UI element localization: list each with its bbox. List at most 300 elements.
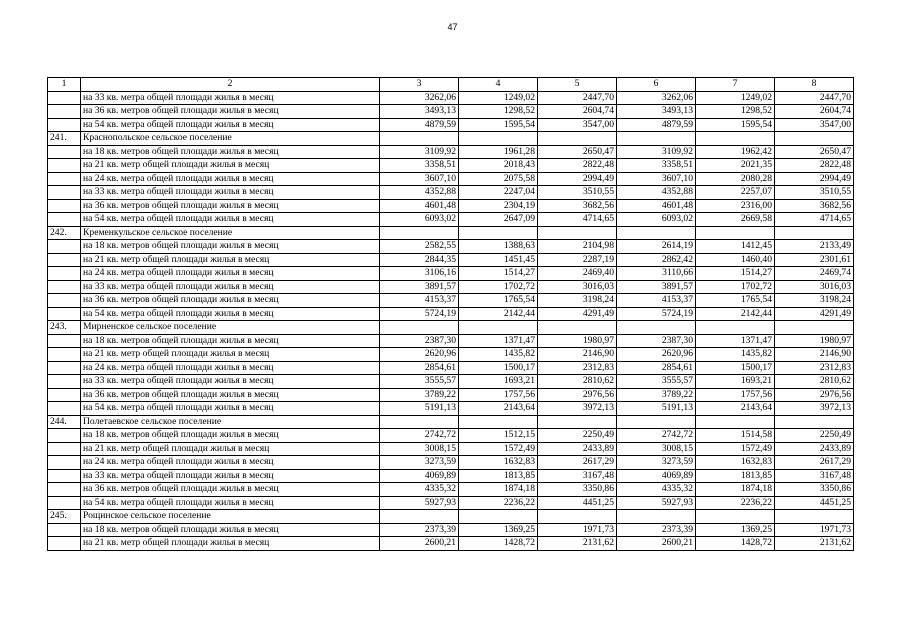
value-cell: 4153,37 — [380, 294, 459, 308]
value-cell: 3350,86 — [538, 483, 617, 497]
value-cell: 2287,19 — [538, 253, 617, 267]
value-cell: 3607,10 — [380, 172, 459, 186]
value-cell: 4153,37 — [617, 294, 696, 308]
row-label: на 36 кв. метров общей площади жилья в месяц — [81, 294, 380, 308]
value-cell: 2131,62 — [775, 537, 854, 551]
value-cell: 2469,74 — [775, 267, 854, 281]
value-cell: 1572,49 — [696, 442, 775, 456]
value-cell: 3682,56 — [775, 199, 854, 213]
value-cell: 1435,82 — [696, 348, 775, 362]
table-row — [48, 375, 854, 389]
value-cell: 2080,28 — [696, 172, 775, 186]
settlement-name: Кременкульское сельское поселение — [81, 226, 380, 240]
value-cell: 2247,04 — [459, 186, 538, 200]
value-cell — [459, 226, 538, 240]
value-cell — [459, 510, 538, 524]
value-cell: 1298,52 — [696, 105, 775, 119]
value-cell — [617, 415, 696, 429]
page-number: 47 — [447, 22, 458, 32]
value-cell: 4069,89 — [617, 469, 696, 483]
value-cell: 3891,57 — [380, 280, 459, 294]
value-cell: 3789,22 — [380, 388, 459, 402]
value-cell: 1757,56 — [696, 388, 775, 402]
value-cell: 1428,72 — [459, 537, 538, 551]
section-row — [48, 226, 854, 240]
value-cell: 3008,15 — [380, 442, 459, 456]
value-cell: 2257,07 — [696, 186, 775, 200]
row-index — [48, 334, 81, 348]
value-cell: 5724,19 — [617, 307, 696, 321]
value-cell: 2469,40 — [538, 267, 617, 281]
value-cell: 2810,62 — [775, 375, 854, 389]
header-cell: 5 — [538, 78, 617, 92]
row-label: на 36 кв. метров общей площади жилья в месяц — [81, 483, 380, 497]
value-cell: 2301,61 — [775, 253, 854, 267]
row-index — [48, 213, 81, 227]
settlement-name: Мирненское сельское поселение — [81, 321, 380, 335]
value-cell: 3555,57 — [380, 375, 459, 389]
value-cell: 1765,54 — [696, 294, 775, 308]
value-cell: 5191,13 — [380, 402, 459, 416]
value-cell: 3110,66 — [617, 267, 696, 281]
section-row — [48, 415, 854, 429]
section-row — [48, 321, 854, 335]
row-index — [48, 307, 81, 321]
row-label: на 18 кв. метров общей площади жилья в месяц — [81, 145, 380, 159]
value-cell: 3262,06 — [380, 91, 459, 105]
value-cell: 3358,51 — [380, 159, 459, 173]
value-cell: 3510,55 — [538, 186, 617, 200]
value-cell — [380, 132, 459, 146]
table-row — [48, 483, 854, 497]
value-cell: 2604,74 — [775, 105, 854, 119]
value-cell: 4335,32 — [617, 483, 696, 497]
value-cell — [617, 226, 696, 240]
row-label: на 18 кв. метров общей площади жилья в месяц — [81, 334, 380, 348]
row-index: 243. — [48, 321, 81, 335]
header-cell: 7 — [696, 78, 775, 92]
header-cell: 4 — [459, 78, 538, 92]
value-cell: 3262,06 — [617, 91, 696, 105]
value-cell: 2617,29 — [538, 456, 617, 470]
row-index: 242. — [48, 226, 81, 240]
value-cell — [459, 132, 538, 146]
value-cell: 2133,49 — [775, 240, 854, 254]
value-cell — [380, 321, 459, 335]
value-cell: 3789,22 — [617, 388, 696, 402]
row-label: на 21 кв. метр общей площади жилья в месяц — [81, 537, 380, 551]
row-index — [48, 280, 81, 294]
row-index — [48, 118, 81, 132]
value-cell: 2854,61 — [617, 361, 696, 375]
value-cell: 3510,55 — [775, 186, 854, 200]
table-row — [48, 91, 854, 105]
value-cell — [459, 321, 538, 335]
value-cell: 2433,89 — [775, 442, 854, 456]
value-cell: 1249,02 — [696, 91, 775, 105]
table-row — [48, 334, 854, 348]
value-cell: 2131,62 — [538, 537, 617, 551]
value-cell: 3547,00 — [775, 118, 854, 132]
value-cell: 3198,24 — [538, 294, 617, 308]
value-cell: 2994,49 — [538, 172, 617, 186]
value-cell: 5927,93 — [380, 496, 459, 510]
row-index — [48, 496, 81, 510]
row-index — [48, 294, 81, 308]
row-label: на 54 кв. метра общей площади жилья в месяц — [81, 213, 380, 227]
value-cell — [617, 510, 696, 524]
value-cell: 5927,93 — [617, 496, 696, 510]
value-cell: 1500,17 — [459, 361, 538, 375]
settlement-name: Полетаевское сельское поселение — [81, 415, 380, 429]
table-row — [48, 388, 854, 402]
value-cell: 3273,59 — [380, 456, 459, 470]
value-cell — [775, 510, 854, 524]
header-cell: 6 — [617, 78, 696, 92]
row-label: на 24 кв. метра общей площади жилья в месяц — [81, 361, 380, 375]
value-cell: 2617,29 — [775, 456, 854, 470]
row-label: на 18 кв. метров общей площади жилья в месяц — [81, 240, 380, 254]
value-cell — [459, 415, 538, 429]
row-index — [48, 469, 81, 483]
settlement-name: Краснопольское сельское поселение — [81, 132, 380, 146]
value-cell: 3273,59 — [617, 456, 696, 470]
header-cell: 2 — [81, 78, 380, 92]
value-cell — [538, 321, 617, 335]
value-cell: 1595,54 — [696, 118, 775, 132]
row-index — [48, 375, 81, 389]
value-cell: 3167,48 — [775, 469, 854, 483]
table-row — [48, 361, 854, 375]
value-cell: 4451,25 — [538, 496, 617, 510]
row-label: на 54 кв. метра общей площади жилья в месяц — [81, 402, 380, 416]
row-label: на 54 кв. метра общей площади жилья в месяц — [81, 118, 380, 132]
table-row — [48, 172, 854, 186]
row-label: на 21 кв. метр общей площади жилья в месяц — [81, 159, 380, 173]
value-cell: 3547,00 — [538, 118, 617, 132]
value-cell: 1412,45 — [696, 240, 775, 254]
value-cell: 2614,19 — [617, 240, 696, 254]
value-cell: 2810,62 — [538, 375, 617, 389]
table-row — [48, 267, 854, 281]
value-cell: 2447,70 — [538, 91, 617, 105]
value-cell: 1369,25 — [696, 523, 775, 537]
value-cell: 1971,73 — [538, 523, 617, 537]
table-row — [48, 469, 854, 483]
tariff-table — [47, 77, 854, 551]
value-cell: 2236,22 — [696, 496, 775, 510]
value-cell: 1514,27 — [696, 267, 775, 281]
row-label: на 33 кв. метра общей площади жилья в месяц — [81, 186, 380, 200]
value-cell — [696, 510, 775, 524]
value-cell — [775, 132, 854, 146]
value-cell: 2650,47 — [775, 145, 854, 159]
value-cell: 2447,70 — [775, 91, 854, 105]
row-label: на 21 кв. метр общей площади жилья в месяц — [81, 442, 380, 456]
value-cell: 2600,21 — [617, 537, 696, 551]
value-cell: 3016,03 — [775, 280, 854, 294]
value-cell: 5724,19 — [380, 307, 459, 321]
value-cell: 4291,49 — [538, 307, 617, 321]
value-cell: 1632,83 — [696, 456, 775, 470]
row-label: на 36 кв. метров общей площади жилья в месяц — [81, 105, 380, 119]
value-cell: 3972,13 — [775, 402, 854, 416]
value-cell: 1693,21 — [459, 375, 538, 389]
section-row — [48, 510, 854, 524]
table-row — [48, 348, 854, 362]
value-cell: 2822,48 — [538, 159, 617, 173]
value-cell: 4601,48 — [617, 199, 696, 213]
value-cell: 3972,13 — [538, 402, 617, 416]
value-cell: 1702,72 — [696, 280, 775, 294]
value-cell: 2142,44 — [696, 307, 775, 321]
value-cell: 1371,47 — [459, 334, 538, 348]
value-cell: 2373,39 — [380, 523, 459, 537]
value-cell: 2976,56 — [775, 388, 854, 402]
value-cell: 2862,42 — [617, 253, 696, 267]
value-cell: 2433,89 — [538, 442, 617, 456]
row-label: на 54 кв. метра общей площади жилья в месяц — [81, 496, 380, 510]
value-cell: 1460,40 — [696, 253, 775, 267]
value-cell: 1813,85 — [459, 469, 538, 483]
row-index — [48, 145, 81, 159]
row-index: 244. — [48, 415, 81, 429]
value-cell: 4714,65 — [775, 213, 854, 227]
row-label: на 18 кв. метров общей площади жилья в месяц — [81, 429, 380, 443]
table-row — [48, 442, 854, 456]
value-cell: 1874,18 — [459, 483, 538, 497]
value-cell: 2316,00 — [696, 199, 775, 213]
table-row — [48, 537, 854, 551]
value-cell: 1971,73 — [775, 523, 854, 537]
value-cell: 2142,44 — [459, 307, 538, 321]
value-cell: 1572,49 — [459, 442, 538, 456]
value-cell: 2582,55 — [380, 240, 459, 254]
value-cell: 3016,03 — [538, 280, 617, 294]
table-row — [48, 307, 854, 321]
table-row — [48, 159, 854, 173]
value-cell — [696, 226, 775, 240]
row-index: 245. — [48, 510, 81, 524]
value-cell: 2387,30 — [617, 334, 696, 348]
value-cell: 2312,83 — [538, 361, 617, 375]
value-cell: 2143,64 — [459, 402, 538, 416]
value-cell: 4601,48 — [380, 199, 459, 213]
row-index — [48, 483, 81, 497]
value-cell: 2669,58 — [696, 213, 775, 227]
row-index — [48, 186, 81, 200]
value-cell: 6093,02 — [380, 213, 459, 227]
value-cell — [538, 226, 617, 240]
value-cell — [538, 415, 617, 429]
value-cell: 1595,54 — [459, 118, 538, 132]
value-cell: 6093,02 — [617, 213, 696, 227]
value-cell: 5191,13 — [617, 402, 696, 416]
value-cell: 1765,54 — [459, 294, 538, 308]
value-cell: 3198,24 — [775, 294, 854, 308]
value-cell: 2620,96 — [380, 348, 459, 362]
value-cell: 2650,47 — [538, 145, 617, 159]
value-cell — [775, 321, 854, 335]
value-cell: 1512,15 — [459, 429, 538, 443]
value-cell: 2822,48 — [775, 159, 854, 173]
row-index — [48, 159, 81, 173]
value-cell: 1388,63 — [459, 240, 538, 254]
value-cell: 2236,22 — [459, 496, 538, 510]
row-index — [48, 240, 81, 254]
value-cell: 1451,45 — [459, 253, 538, 267]
value-cell: 2742,72 — [380, 429, 459, 443]
value-cell: 2854,61 — [380, 361, 459, 375]
table-row — [48, 145, 854, 159]
row-index — [48, 402, 81, 416]
value-cell: 3358,51 — [617, 159, 696, 173]
row-label: на 33 кв. метра общей площади жилья в месяц — [81, 469, 380, 483]
value-cell — [617, 321, 696, 335]
table-body — [48, 78, 854, 551]
row-label: на 24 кв. метра общей площади жилья в месяц — [81, 267, 380, 281]
value-cell — [380, 510, 459, 524]
settlement-name: Рощинское сельское поселение — [81, 510, 380, 524]
value-cell: 4335,32 — [380, 483, 459, 497]
value-cell: 2620,96 — [617, 348, 696, 362]
value-cell — [617, 132, 696, 146]
value-cell: 2018,43 — [459, 159, 538, 173]
row-index — [48, 172, 81, 186]
row-label: на 21 кв. метр общей площади жилья в месяц — [81, 348, 380, 362]
value-cell: 1702,72 — [459, 280, 538, 294]
row-index — [48, 105, 81, 119]
value-cell: 1369,25 — [459, 523, 538, 537]
row-label: на 21 кв. метр общей площади жилья в месяц — [81, 253, 380, 267]
table-row — [48, 240, 854, 254]
row-index — [48, 361, 81, 375]
value-cell: 2146,90 — [775, 348, 854, 362]
value-cell: 1514,27 — [459, 267, 538, 281]
row-index — [48, 267, 81, 281]
value-cell — [538, 132, 617, 146]
value-cell: 1961,28 — [459, 145, 538, 159]
value-cell: 2604,74 — [538, 105, 617, 119]
table-row — [48, 199, 854, 213]
header-cell: 8 — [775, 78, 854, 92]
value-cell: 1980,97 — [538, 334, 617, 348]
header-cell: 3 — [380, 78, 459, 92]
table-row — [48, 253, 854, 267]
table-row — [48, 402, 854, 416]
value-cell: 4291,49 — [775, 307, 854, 321]
value-cell: 3109,92 — [380, 145, 459, 159]
table-row — [48, 294, 854, 308]
table-row — [48, 280, 854, 294]
value-cell: 1980,97 — [775, 334, 854, 348]
value-cell: 2373,39 — [617, 523, 696, 537]
value-cell: 1428,72 — [696, 537, 775, 551]
value-cell: 4451,25 — [775, 496, 854, 510]
table-row — [48, 118, 854, 132]
value-cell — [775, 415, 854, 429]
value-cell: 2600,21 — [380, 537, 459, 551]
value-cell: 2304,19 — [459, 199, 538, 213]
row-index — [48, 348, 81, 362]
table-row — [48, 496, 854, 510]
value-cell: 2994,49 — [775, 172, 854, 186]
value-cell: 2976,56 — [538, 388, 617, 402]
value-cell — [696, 132, 775, 146]
value-cell — [538, 510, 617, 524]
value-cell: 4879,59 — [380, 118, 459, 132]
value-cell: 2742,72 — [617, 429, 696, 443]
value-cell: 2146,90 — [538, 348, 617, 362]
table-row — [48, 429, 854, 443]
row-label: на 36 кв. метров общей площади жилья в месяц — [81, 388, 380, 402]
value-cell: 3350,86 — [775, 483, 854, 497]
value-cell: 1632,83 — [459, 456, 538, 470]
value-cell — [775, 226, 854, 240]
value-cell: 2075,58 — [459, 172, 538, 186]
value-cell: 1500,17 — [696, 361, 775, 375]
value-cell: 3493,13 — [380, 105, 459, 119]
value-cell: 4069,89 — [380, 469, 459, 483]
value-cell: 1874,18 — [696, 483, 775, 497]
row-index — [48, 537, 81, 551]
header-row — [48, 78, 854, 92]
row-label: на 24 кв. метра общей площади жилья в месяц — [81, 172, 380, 186]
row-label: на 36 кв. метров общей площади жилья в месяц — [81, 199, 380, 213]
section-row — [48, 132, 854, 146]
value-cell: 2312,83 — [775, 361, 854, 375]
value-cell: 1435,82 — [459, 348, 538, 362]
value-cell: 3555,57 — [617, 375, 696, 389]
value-cell: 1813,85 — [696, 469, 775, 483]
value-cell: 1757,56 — [459, 388, 538, 402]
value-cell: 2647,09 — [459, 213, 538, 227]
value-cell: 1249,02 — [459, 91, 538, 105]
row-label: на 33 кв. метра общей площади жилья в месяц — [81, 91, 380, 105]
table-row — [48, 456, 854, 470]
value-cell: 2250,49 — [775, 429, 854, 443]
value-cell: 1298,52 — [459, 105, 538, 119]
row-label: на 33 кв. метра общей площади жилья в месяц — [81, 280, 380, 294]
value-cell: 1962,42 — [696, 145, 775, 159]
value-cell — [380, 226, 459, 240]
row-index: 241. — [48, 132, 81, 146]
row-label: на 33 кв. метра общей площади жилья в месяц — [81, 375, 380, 389]
value-cell: 4714,65 — [538, 213, 617, 227]
value-cell: 3682,56 — [538, 199, 617, 213]
value-cell: 2844,35 — [380, 253, 459, 267]
value-cell: 3008,15 — [617, 442, 696, 456]
table-row — [48, 213, 854, 227]
row-label: на 54 кв. метра общей площади жилья в месяц — [81, 307, 380, 321]
value-cell: 3607,10 — [617, 172, 696, 186]
value-cell: 2250,49 — [538, 429, 617, 443]
row-index — [48, 429, 81, 443]
header-cell: 1 — [48, 78, 81, 92]
row-label: на 24 кв. метра общей площади жилья в месяц — [81, 456, 380, 470]
row-index — [48, 456, 81, 470]
value-cell: 3106,16 — [380, 267, 459, 281]
table-row — [48, 186, 854, 200]
value-cell: 2387,30 — [380, 334, 459, 348]
value-cell — [696, 415, 775, 429]
row-index — [48, 388, 81, 402]
value-cell: 4879,59 — [617, 118, 696, 132]
value-cell: 3493,13 — [617, 105, 696, 119]
value-cell — [696, 321, 775, 335]
table-row — [48, 523, 854, 537]
value-cell: 2104,98 — [538, 240, 617, 254]
